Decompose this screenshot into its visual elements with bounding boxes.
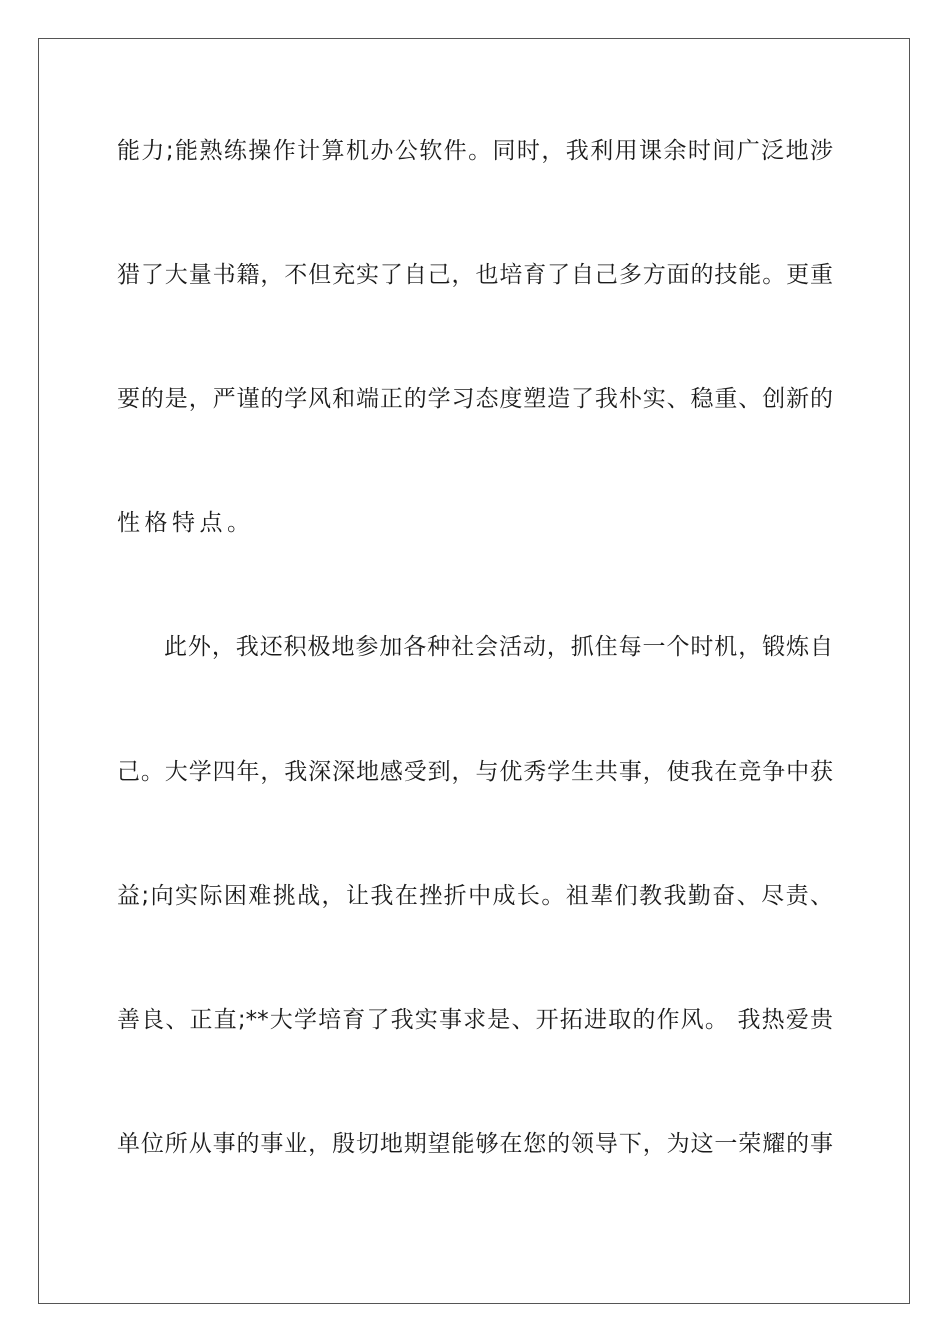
text-line: 要的是，严谨的学风和端正的学习态度塑造了我朴实、稳重、创新的	[117, 386, 833, 412]
text-line: 能力;能熟练操作计算机办公软件。同时，我利用课余时间广泛地涉	[117, 138, 833, 164]
text-line: 性格特点。	[117, 510, 255, 536]
page-border	[38, 38, 910, 1304]
text-line: 己。大学四年，我深深地感受到，与优秀学生共事，使我在竞争中获	[117, 759, 833, 785]
text-line: 善良、正直;**大学培育了我实事求是、开拓进取的作风。 我热爱贵	[117, 1007, 833, 1033]
text-line: 猎了大量书籍，不但充实了自己，也培育了自己多方面的技能。更重	[117, 262, 833, 288]
text-line: 益;向实际困难挑战，让我在挫折中成长。祖辈们教我勤奋、尽责、	[117, 883, 833, 909]
text-line: 单位所从事的事业，殷切地期望能够在您的领导下，为这一荣耀的事	[117, 1131, 833, 1157]
paragraph-first-line: 此外，我还积极地参加各种社会活动，抓住每一个时机，锻炼自	[164, 634, 833, 660]
